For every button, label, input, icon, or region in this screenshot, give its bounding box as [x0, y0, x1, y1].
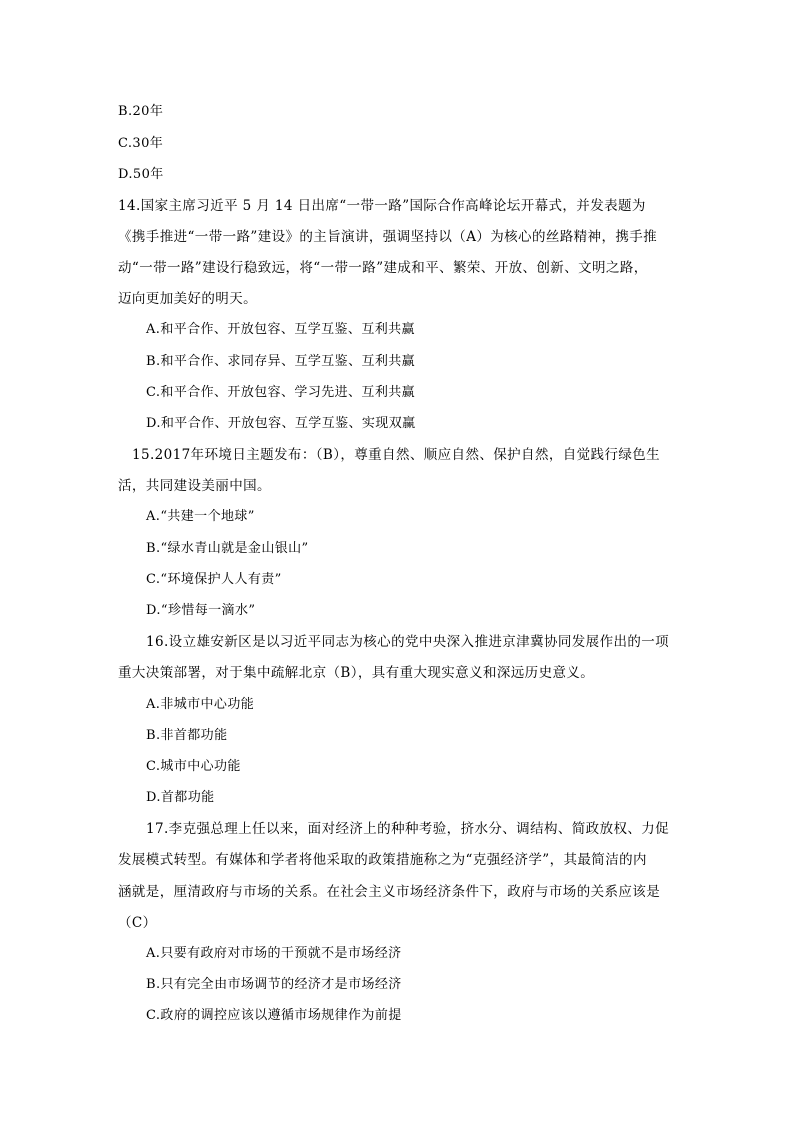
option-b-q16: B.非首都功能	[146, 728, 228, 743]
option-d-q16: D.首都功能	[146, 790, 215, 805]
option-d-q14: D.和平合作、开放包容、互学互鉴、实现双赢	[146, 416, 416, 431]
option-c-q16: C.城市中心功能	[146, 759, 241, 774]
question-15-line-2: 活，共同建设美丽中国。	[118, 478, 271, 494]
option-b-q17: B.只有完全由市场调节的经济才是市场经济	[146, 977, 402, 992]
option-c-q14: C.和平合作、开放包容、学习先进、互利共赢	[146, 385, 416, 400]
option-c-q17: C.政府的调控应该以遵循市场规律作为前提	[146, 1008, 402, 1023]
option-d-q13: D.50年	[118, 167, 164, 182]
option-b-q15: B.“绿水青山就是金山银山”	[146, 541, 309, 556]
option-a-q16: A.非城市中心功能	[146, 697, 255, 712]
option-b-q13: B.20年	[118, 104, 164, 119]
option-b-q14: B.和平合作、求同存异、互学互鉴、互利共赢	[146, 354, 416, 369]
question-17-line-3: 涵就是，厘清政府与市场的关系。在社会主义市场经济条件下，政府与市场的关系应该是	[118, 884, 661, 900]
option-a-q14: A.和平合作、开放包容、互学互鉴、互利共赢	[146, 322, 415, 337]
question-14-line-3: 动“一带一路”建设行稳致远，将“一带一路”建成和平、繁荣、开放、创新、文明之路，	[118, 260, 648, 276]
question-14-line-1: 14.国家主席习近平 5 月 14 日出席“一带一路”国际合作高峰论坛开幕式，并发表题为	[118, 198, 646, 214]
question-14-line-4: 迈向更加美好的明天。	[118, 291, 257, 307]
option-c-q15: C.“环境保护人人有责”	[146, 572, 282, 587]
option-a-q15: A.“共建一个地球”	[146, 509, 255, 524]
question-16-line-2: 重大决策部署，对于集中疏解北京（B），具有重大现实意义和深远历史意义。	[118, 665, 595, 681]
question-16-line-1: 16.设立雄安新区是以习近平同志为核心的党中央深入推进京津冀协同发展作出的一项	[146, 634, 670, 650]
question-17-line-2: 发展模式转型。有媒体和学者将他采取的政策措施称之为“克强经济学”，其最简洁的内	[118, 852, 647, 868]
question-17-line-1: 17.李克强总理上任以来，面对经济上的种种考验，挤水分、调结构、简政放权、力促	[146, 821, 670, 837]
option-d-q15: D.“珍惜每一滴水”	[146, 603, 256, 618]
option-a-q17: A.只要有政府对市场的干预就不是市场经济	[146, 946, 402, 961]
question-14-line-2: 《携手推进“一带一路”建设》的主旨演讲，强调坚持以（A）为核心的丝路精神，携手推	[118, 229, 658, 245]
question-17-line-4: （C）	[118, 915, 157, 931]
option-c-q13: C.30年	[118, 136, 164, 151]
question-15-line-1: 15.2017年环境日主题发布：（B），尊重自然、顺应自然、保护自然，自觉践行绿色生	[132, 447, 661, 463]
